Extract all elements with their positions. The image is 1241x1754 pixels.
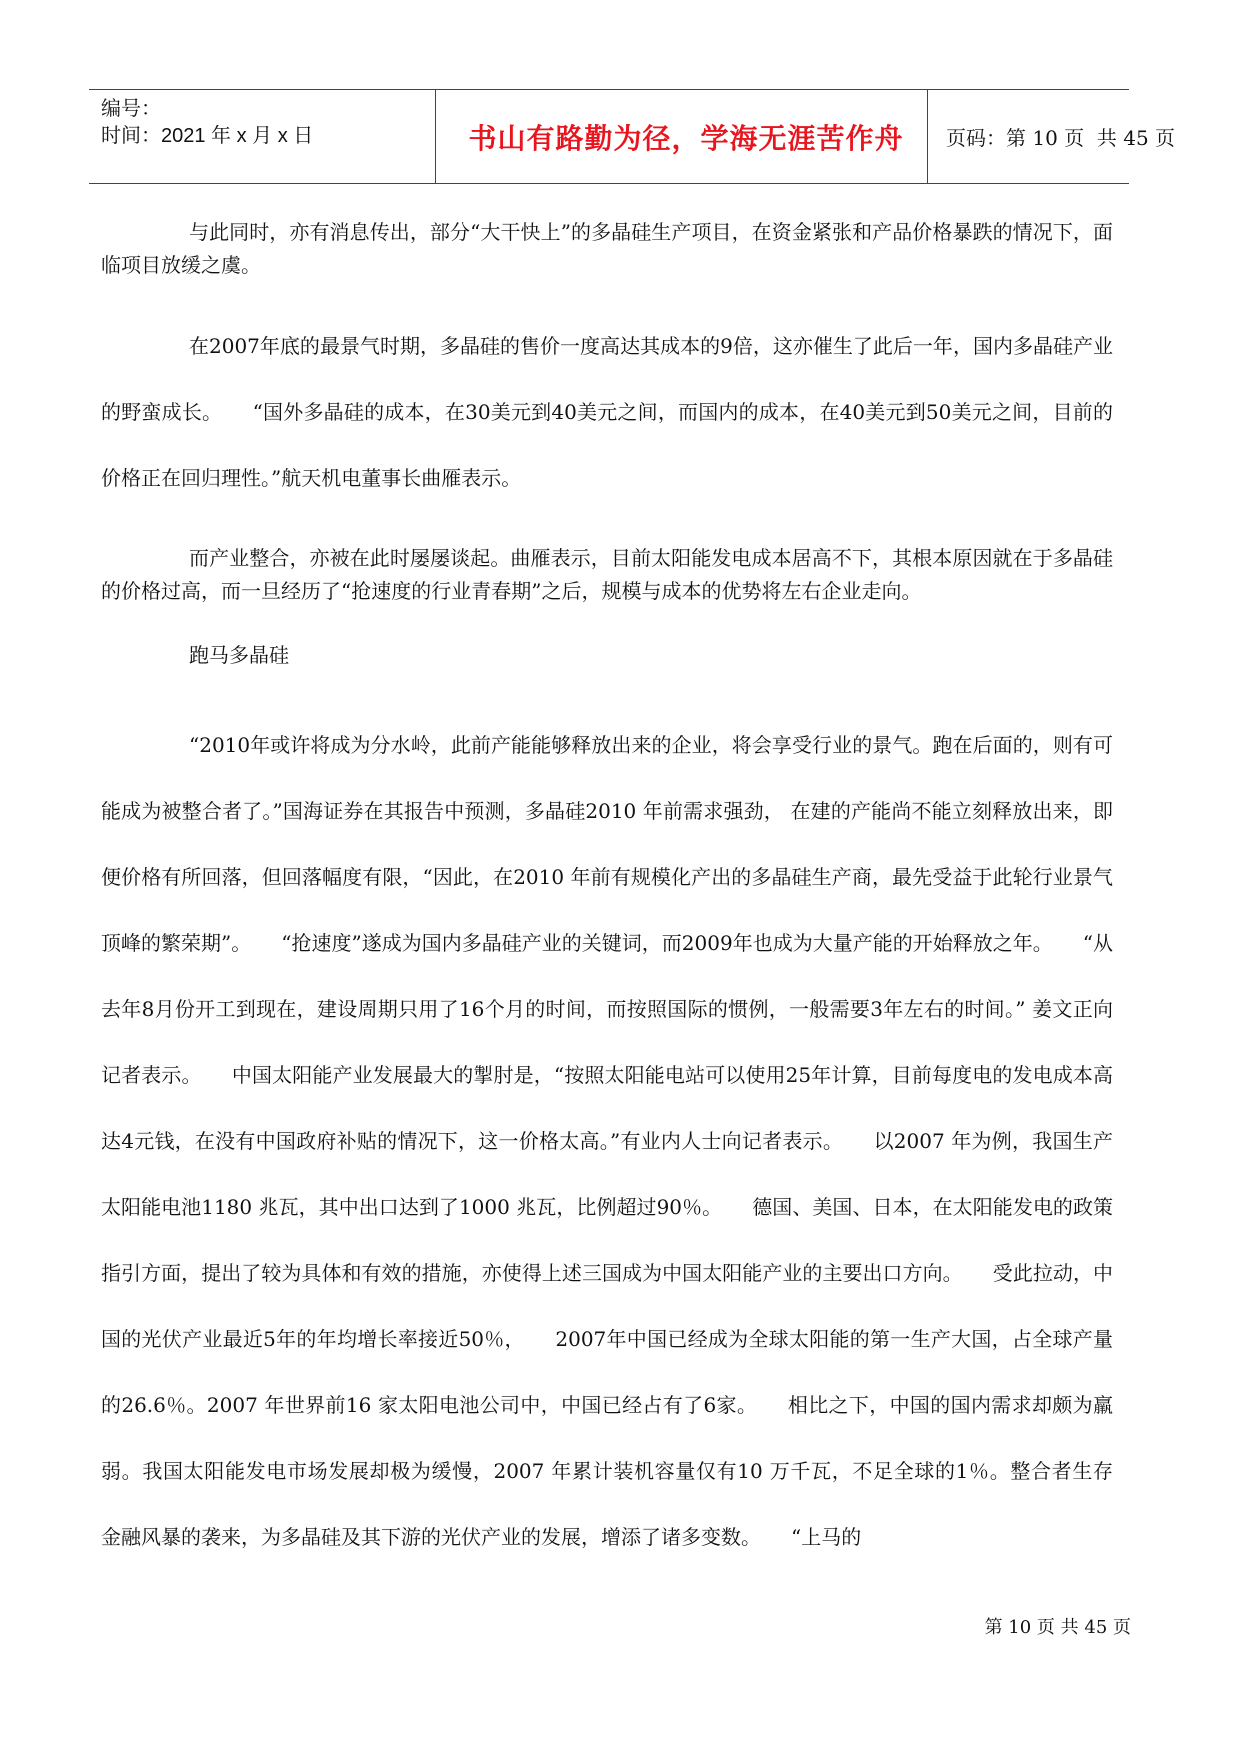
page-footer: 第 10 页 共 45 页 (984, 1617, 1131, 1638)
section-heading: 跑马多晶硅 (189, 643, 289, 667)
header-divider (435, 90, 436, 183)
header-divider (927, 90, 928, 183)
paragraph: 与此同时，亦有消息传出，部分“大干快上”的多晶硅生产项目，在资金紧张和产品价格暴跌的情况下，面临项目放缓之虞。 (101, 220, 1113, 277)
document-body (101, 216, 1153, 1601)
time-label: 时间：2021 年 x 月 x 日 (101, 125, 314, 147)
header-motto: 书山有路勤为径，学海无涯苦作舟 (468, 121, 904, 155)
header-info (101, 96, 421, 150)
paragraph: 在2007年底的最景气时期，多晶硅的售价一度高达其成本的9倍，这亦催生了此后一年，国内多晶硅产业的野蛮成长。 “国外多晶硅的成本，在30美元到40美元之间，而国内的成本，在40美元到50美元之间，目前的价格正在回归理性。”航天机电董事长曲雁表示。 (101, 334, 1113, 490)
paragraph: 而产业整合，亦被在此时屡屡谈起。曲雁表示，目前太阳能发电成本居高不下，其根本原因就在于多晶硅的价格过高，而一旦经历了“抢速度的行业青春期”之后，规模与成本的优势将左右企业走向。 (101, 546, 1113, 603)
number-label: 编号： (101, 98, 161, 120)
page-header (89, 89, 1176, 184)
header-page-number: 页码：第 10 页 共 45 页 (946, 126, 1176, 150)
paragraph: “2010年或许将成为分水岭，此前产能能够释放出来的企业，将会享受行业的景气。跑在后面的，则有可能成为被整合者了。”国海证券在其报告中预测，多晶硅2010 年前需求强劲， 在建的产能尚不能立刻释放出来，即便价格有所回落，但回落幅度有限，“因此，在2010 年前有规模化产出的多晶硅生产商，最先受益于此轮行业景气顶峰的繁荣期”。 “抢速度”遂成为国内多晶硅产业的关键词，而2009年也成为大量产能的开始释放之年。 “从去年8月份开工到现在，建设周期只用了16个月的时间，而按照国际的惯例，一般需要3年左右的时间。” 姜文正向记者表示。 中国太阳能产业发展最大的掣肘是，“按照太阳能电站可以使用25年计算，目前每度电的发电成本高达4元钱，在没有中国政府补贴的情况下，这一价格太高。”有业内人士向记者表示。 以2007 年为例，我国生产太阳能电池1180 兆瓦，其中出口达到了1000 兆瓦，比例超过90％。 德国、美国、日本，在太阳能发电的政策指引方面，提出了较为具体和有效的措施，亦使得上述三国成为中国太阳能产业的主要出口方向。 受此拉动，中国的光伏产业最近5年的年均增长率接近50％， 2007年中国已经成为全球太阳能的第一生产大国，占全球产量的26.6％。2007 年世界前16 家太阳电池公司中，中国已经占有了6家。 相比之下，中国的国内需求却颇为羸弱。我国太阳能发电市场发展却极为缓慢，2007 年累计装机容量仅有10 万千瓦，不足全球的1％。整合者生存 金融风暴的袭来，为多晶硅及其下游的光伏产业的发展，增添了诸多变数。 “上马的 (101, 733, 1153, 1549)
